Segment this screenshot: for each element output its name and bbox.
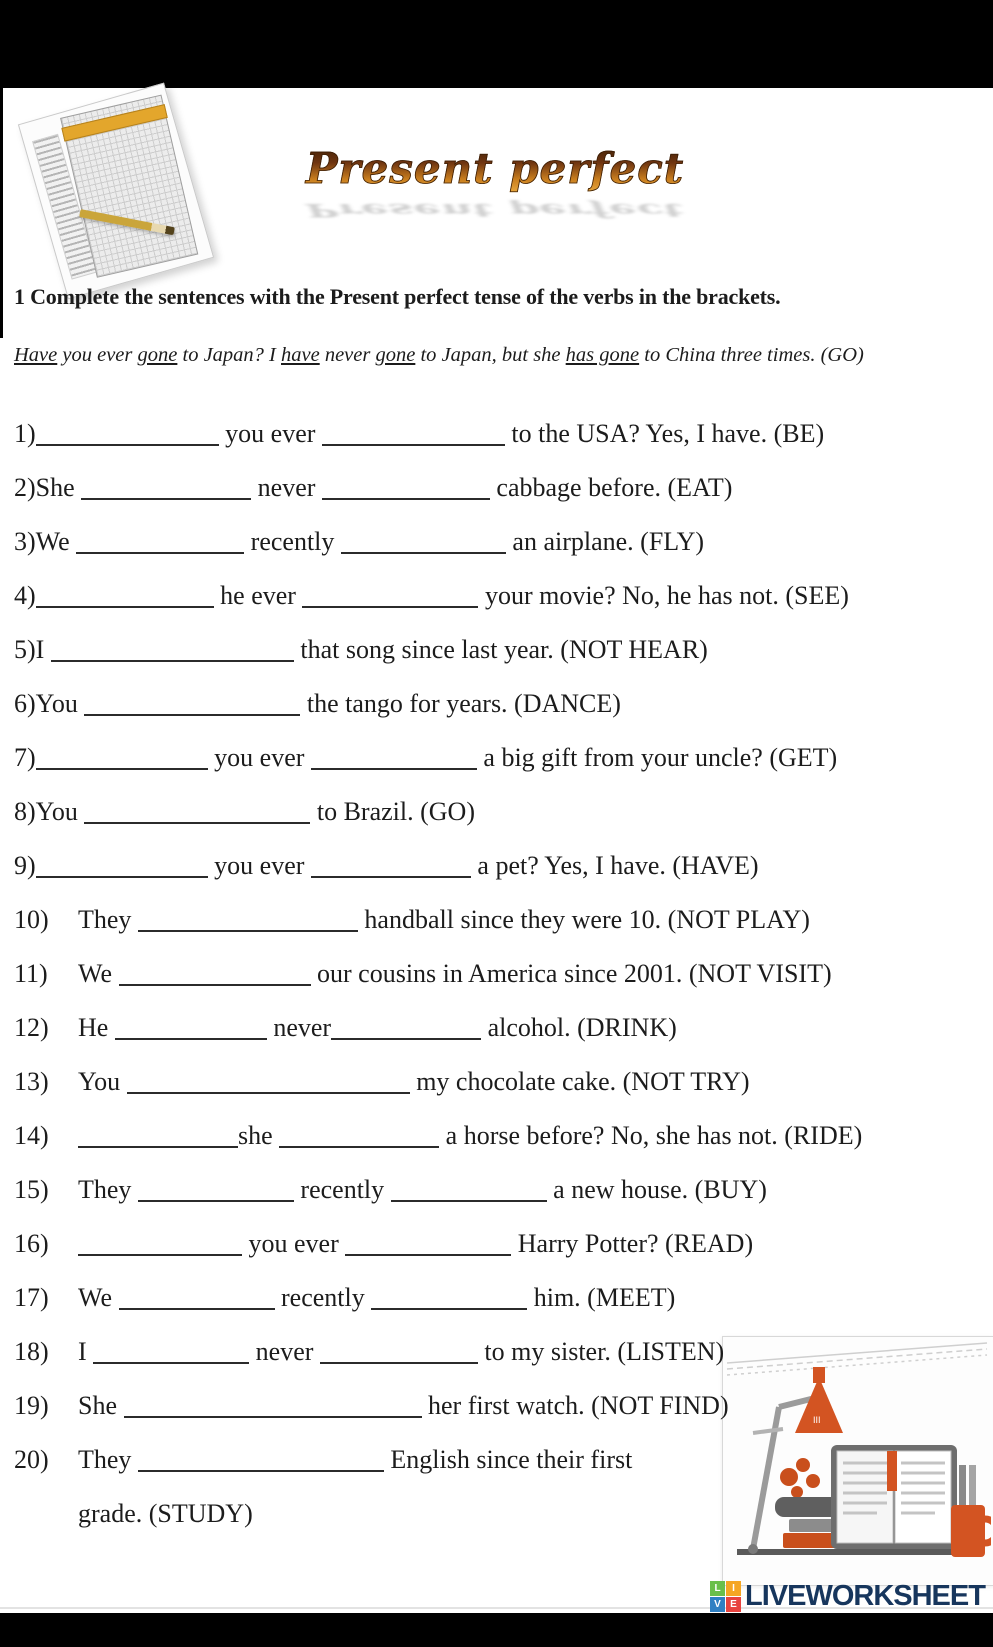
exercise-item [14,1325,989,1379]
item-text: a big gift from your uncle? (GET) [476,743,838,772]
answer-blank[interactable] [115,1032,267,1040]
item-number: 9) [14,851,36,880]
page-title-reflection: Present perfect [305,199,685,222]
answer-blank[interactable] [138,1194,294,1202]
item-text: alcohol. (DRINK) [481,1013,677,1042]
answer-blank[interactable] [331,1032,481,1040]
item-number: 10) [14,905,49,934]
item-text: our cousins in America since 2001. (NOT VISIT) [310,959,832,988]
logo-square-i: I [726,1581,741,1596]
exercise-item [14,1055,989,1109]
example-underlined-word: gone [375,344,416,366]
item-text: to Brazil. (GO) [310,797,475,826]
example-text: to Japan, but she [415,344,566,366]
answer-blank[interactable] [81,492,251,500]
example-underlined-word: has gone [565,344,640,366]
answer-blank[interactable] [36,870,208,878]
item-text: never [251,473,322,502]
item-number: 2) [14,473,36,502]
item-text: her first watch. (NOT FIND) [421,1391,729,1420]
item-number: 6) [14,689,36,718]
item-text: They [78,1445,138,1474]
item-number: 3) [14,527,36,556]
item-number: 17) [14,1283,49,1312]
exercise-item [14,407,989,461]
item-text: your movie? No, he has not. (SEE) [478,581,849,610]
logo-square-v: V [710,1597,725,1612]
item-number: 16) [14,1229,49,1258]
item-text: I [35,635,51,664]
item-text: the tango for years. (DANCE) [300,689,621,718]
answer-blank[interactable] [127,1086,410,1094]
item-text: recently [274,1283,372,1312]
item-text: never [249,1337,320,1366]
exercise-item [14,677,989,731]
example-sentence [14,344,984,367]
item-text: you ever [242,1229,346,1258]
item-text: a new house. (BUY) [546,1175,767,1204]
item-text: a horse before? No, she has not. (RIDE) [439,1121,863,1150]
item-number: 12) [14,1013,49,1042]
exercise-item [14,1163,989,1217]
item-number: 20) [14,1445,49,1474]
exercise-list [14,407,989,1541]
desk-base [737,1549,963,1555]
liveworksheets-logo-icon [710,1581,741,1612]
item-text: you ever [207,851,311,880]
item-text: recently [244,527,341,556]
exercise-item [14,893,989,947]
item-text: He [78,1013,115,1042]
item-text: cabbage before. (EAT) [489,473,733,502]
example-underlined-word: gone [137,344,178,366]
liveworksheets-logo[interactable] [710,1580,985,1613]
answer-blank[interactable] [84,708,300,716]
item-number: 14) [14,1121,49,1150]
answer-blank[interactable] [93,1356,249,1364]
item-text: my chocolate cake. (NOT TRY) [409,1067,750,1096]
item-text: Harry Potter? (READ) [511,1229,754,1258]
exercise-item [14,1379,989,1433]
exercise-item [14,623,989,677]
exercise-item [14,461,989,515]
item-text: I [78,1337,94,1366]
exercise-item [14,947,989,1001]
answer-blank[interactable] [371,1302,527,1310]
exercise-item [14,1433,989,1487]
item-text: English since their first [383,1445,633,1474]
item-text: recently [293,1175,391,1204]
exercise-item [14,839,989,893]
exercise-item [14,1109,989,1163]
answer-blank[interactable] [138,1464,384,1472]
answer-blank[interactable] [51,654,294,662]
answer-blank[interactable] [119,1302,275,1310]
exercise-item [14,1271,989,1325]
item-text: to the USA? Yes, I have. (BE) [504,419,825,448]
answer-blank[interactable] [391,1194,547,1202]
page-title: Present perfect [280,144,710,193]
example-underlined-word: have [281,344,320,366]
exercise-item [14,731,989,785]
item-number: 5) [14,635,36,664]
example-text: to Japan? I [177,344,281,366]
item-text: They [78,1175,138,1204]
top-black-bar [0,0,993,88]
item-text: he ever [213,581,303,610]
item-text: never [266,1013,332,1042]
item-number: 4) [14,581,36,610]
answer-blank[interactable] [279,1140,439,1148]
instruction-heading: 1 Complete the sentences with the Present perfect tense of the verbs in the brackets. [14,284,781,309]
item-text: We [78,959,119,988]
exercise-item [14,515,989,569]
answer-blank[interactable] [311,870,471,878]
item-text: to my sister. (LISTEN) [477,1337,725,1366]
answer-blank[interactable] [320,1356,478,1364]
item-text: You [35,797,85,826]
item-text: him. (MEET) [527,1283,676,1312]
answer-blank[interactable] [78,1140,238,1148]
answer-blank[interactable] [76,546,244,554]
answer-blank[interactable] [124,1410,422,1418]
logo-square-l: L [710,1581,725,1596]
answer-blank[interactable] [138,924,358,932]
item-text: She [78,1391,124,1420]
liveworksheets-logo-text: LIVEWORKSHEET [745,1580,985,1612]
item-text: She [35,473,82,502]
exercise-item [14,1217,989,1271]
item-text: you ever [218,419,322,448]
item-text: We [35,527,77,556]
item-text: You [35,689,85,718]
item-number: 8) [14,797,36,826]
answer-blank[interactable] [311,762,477,770]
item-number: 19) [14,1391,49,1420]
item-text: she [238,1121,280,1150]
example-text: you ever [57,344,138,366]
answer-blank[interactable] [36,438,219,446]
item-number: 1) [14,419,36,448]
logo-square-e: E [726,1597,741,1612]
item-text-continued: grade. (STUDY) [78,1499,253,1528]
item-text: you ever [207,743,311,772]
item-number: 7) [14,743,36,772]
item-number: 11) [14,959,48,988]
answer-blank[interactable] [322,492,490,500]
answer-blank[interactable] [36,600,214,608]
notepad-with-pencil-illustration [18,83,214,300]
left-black-edge [0,88,3,338]
exercise-item [14,569,989,623]
answer-blank[interactable] [78,1248,242,1256]
answer-blank[interactable] [341,546,506,554]
item-text: They [78,905,138,934]
example-underlined-word: Have [14,344,58,366]
exercise-item [14,1001,989,1055]
answer-blank[interactable] [84,816,310,824]
answer-blank[interactable] [119,978,311,986]
answer-blank[interactable] [322,438,505,446]
exercise-item [14,785,989,839]
example-text: never [319,344,376,366]
item-text: an airplane. (FLY) [505,527,705,556]
item-number: 18) [14,1337,49,1366]
svg-text:III: III [813,1415,821,1425]
bottom-black-bar [0,1613,993,1647]
answer-blank[interactable] [302,600,478,608]
item-text: that song since last year. (NOT HEAR) [293,635,708,664]
answer-blank[interactable] [36,762,208,770]
item-text: a pet? Yes, I have. (HAVE) [470,851,759,880]
answer-blank[interactable] [345,1248,511,1256]
item-text: We [78,1283,119,1312]
item-number: 15) [14,1175,49,1204]
item-number: 13) [14,1067,49,1096]
item-text: handball since they were 10. (NOT PLAY) [357,905,810,934]
example-text: to China three times. (GO) [639,344,864,366]
item-text: You [78,1067,127,1096]
